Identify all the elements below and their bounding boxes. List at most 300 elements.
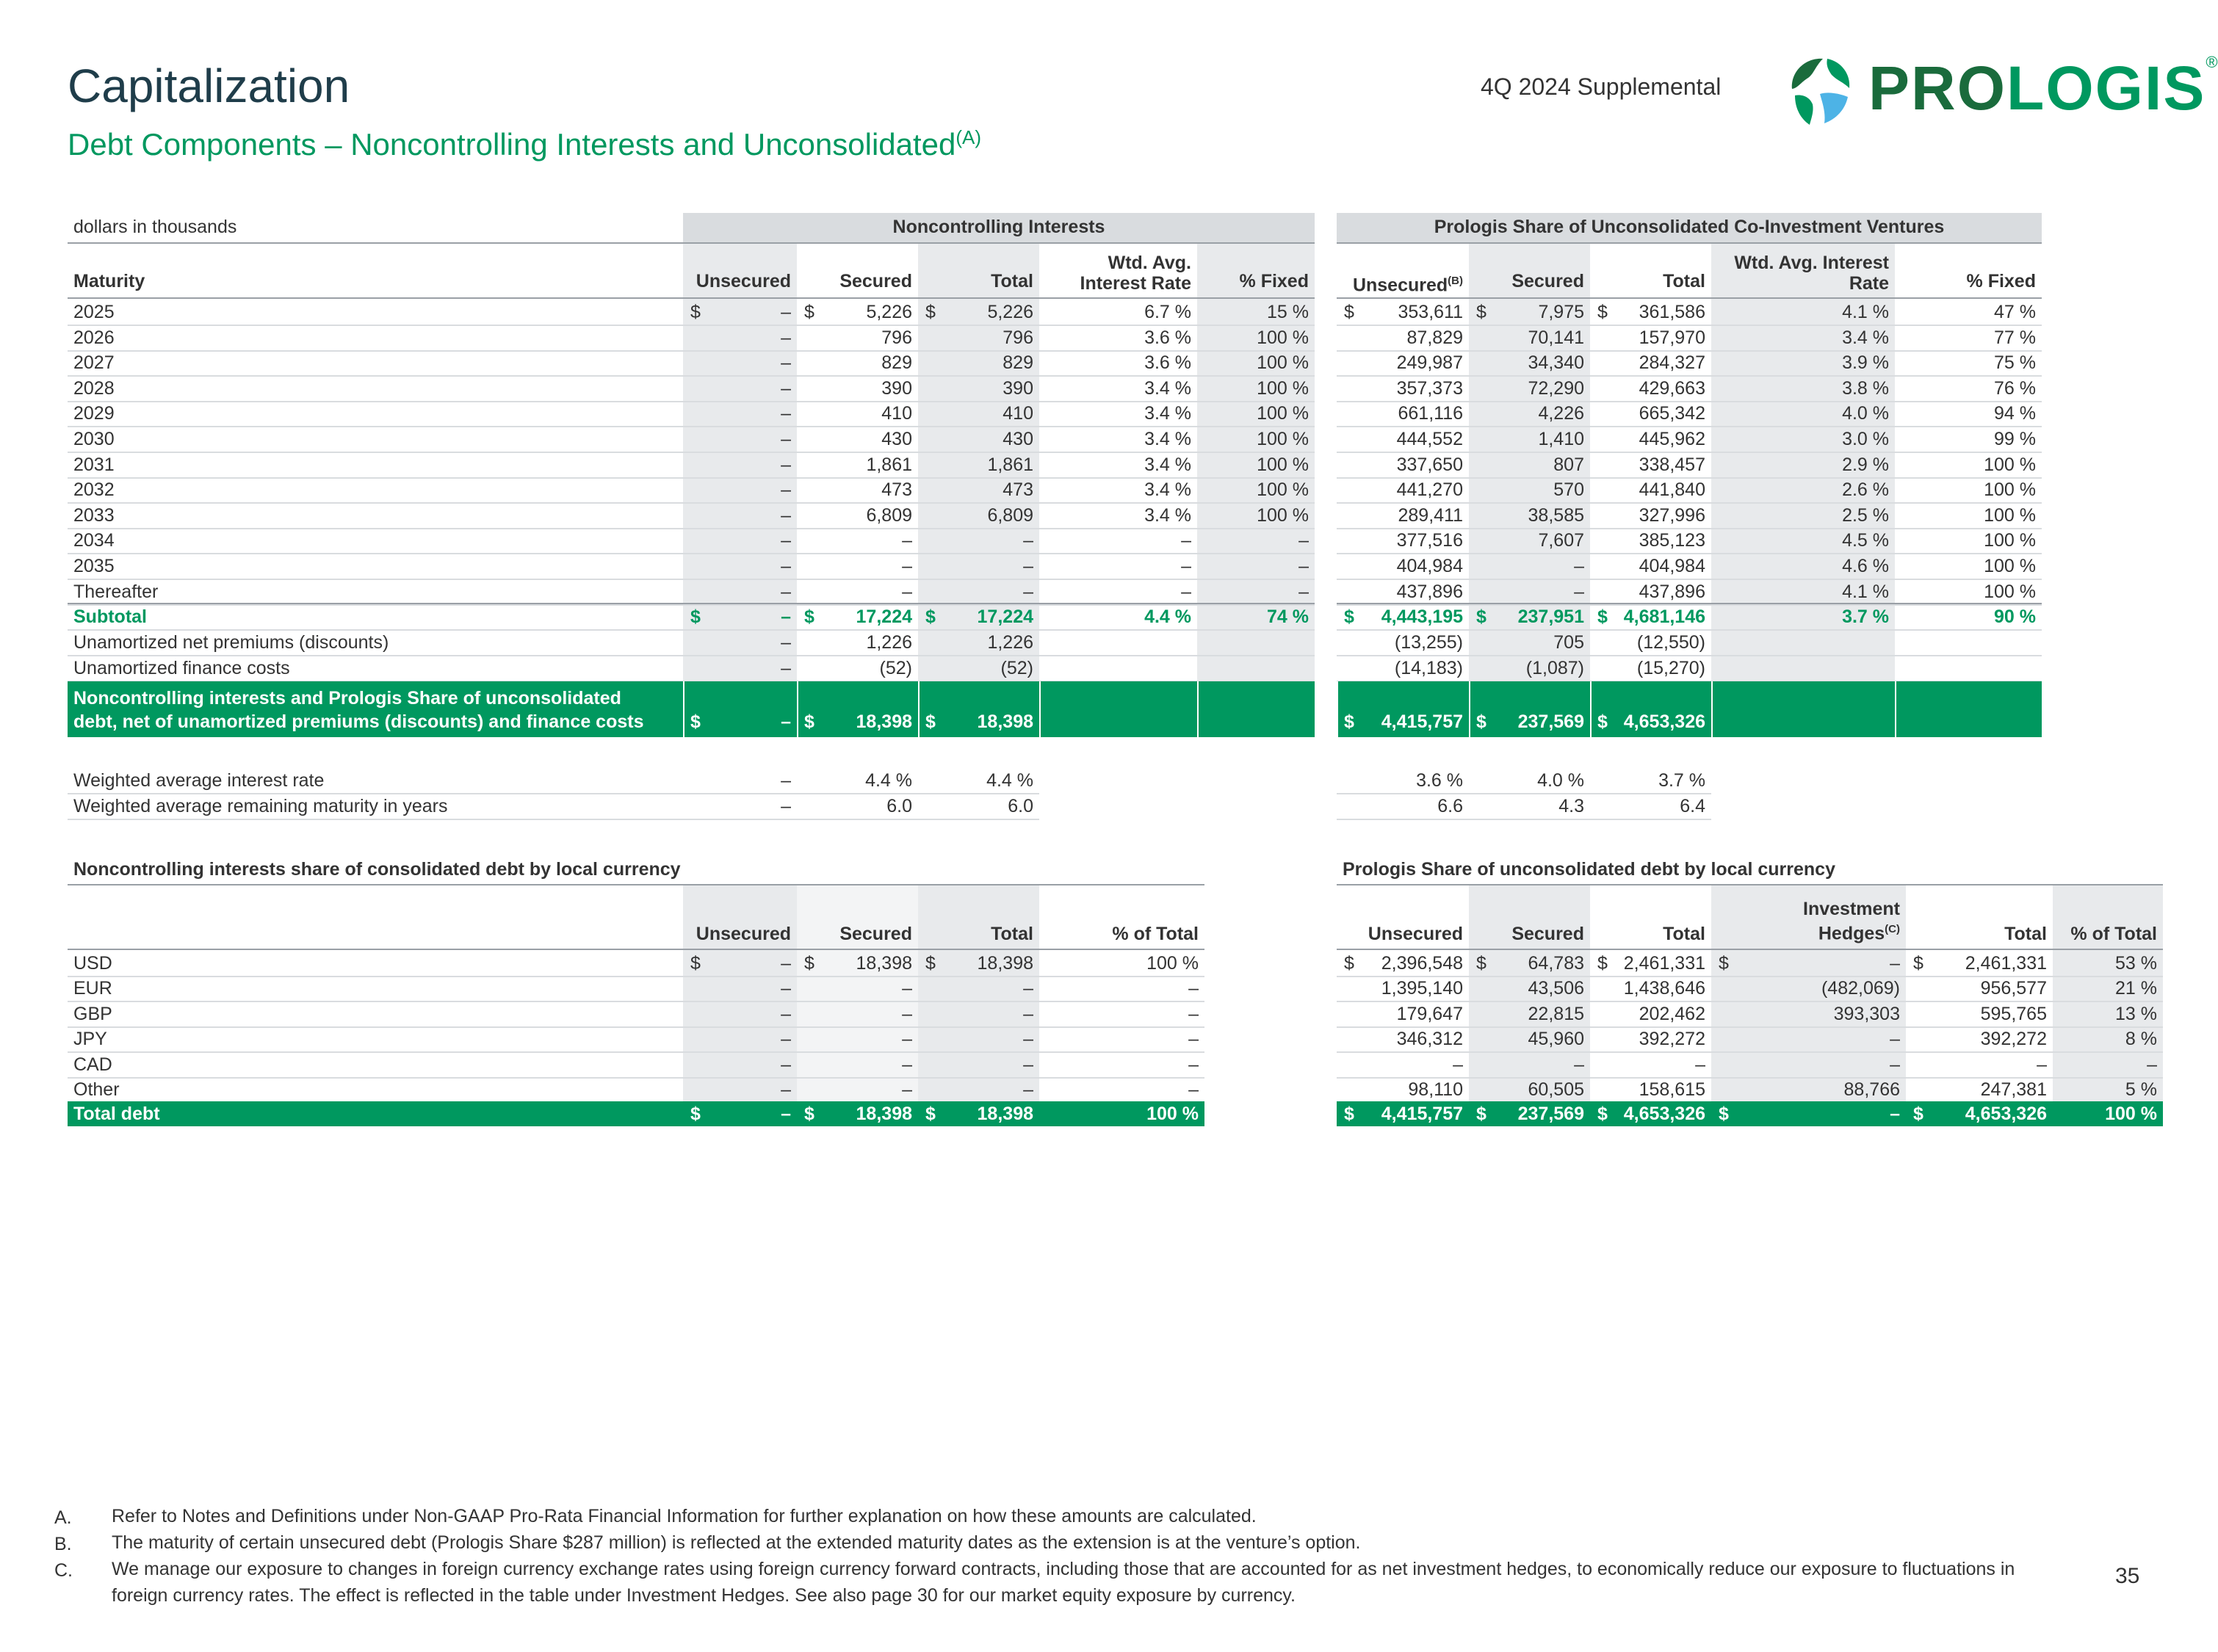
cell: 3.7 % xyxy=(1658,770,1705,791)
cell: 6,809 xyxy=(987,505,1033,526)
cell: 237,569 xyxy=(1517,1104,1584,1124)
cell: 410 xyxy=(881,403,912,424)
cell: 3.4 % xyxy=(1144,454,1191,475)
cell: 75 % xyxy=(1994,352,2036,373)
cell: 390 xyxy=(1003,378,1033,399)
col-header: Secured xyxy=(839,924,912,944)
cell: 473 xyxy=(1003,479,1033,500)
row-label: Subtotal xyxy=(73,606,147,627)
cell: 18,398 xyxy=(856,711,912,732)
row-label: 2030 xyxy=(73,429,115,449)
cell: 393,303 xyxy=(1833,1004,1900,1024)
cell: – xyxy=(1023,1029,1033,1049)
dollar-sign: $ xyxy=(804,711,814,732)
col-header: % Fixed xyxy=(1239,271,1309,291)
cell: 284,327 xyxy=(1639,352,1705,373)
cell: – xyxy=(781,302,791,322)
cell: 72,290 xyxy=(1528,378,1584,399)
currency-label: USD xyxy=(73,953,112,974)
cell: 661,116 xyxy=(1398,403,1463,424)
row-label: 2031 xyxy=(73,454,115,475)
cell: 45,960 xyxy=(1528,1029,1584,1049)
cell: 5 % xyxy=(2125,1079,2157,1100)
header-underline xyxy=(1337,297,2042,299)
header-underline xyxy=(68,297,1315,299)
row-label: Unamortized finance costs xyxy=(73,658,290,678)
cell: 247,381 xyxy=(1980,1079,2047,1100)
cell: – xyxy=(2037,1054,2047,1075)
cell: 665,342 xyxy=(1639,403,1705,424)
total-divider xyxy=(1711,681,1713,737)
cell: – xyxy=(781,606,791,627)
maturity-header: Maturity xyxy=(73,271,145,291)
cell: 3.4 % xyxy=(1144,479,1191,500)
col-header: Investment xyxy=(1803,899,1900,919)
dollar-sign: $ xyxy=(1476,1104,1487,1124)
cell: 3.6 % xyxy=(1144,327,1191,348)
cell: 437,896 xyxy=(1639,582,1705,602)
currency-label: JPY xyxy=(73,1029,107,1049)
row-label: 2034 xyxy=(73,530,115,551)
cell: – xyxy=(902,1079,912,1100)
cell: 2,396,548 xyxy=(1381,953,1463,974)
cell: – xyxy=(902,978,912,999)
cell: 4.5 % xyxy=(1842,530,1889,551)
cell: 4.6 % xyxy=(1842,556,1889,576)
footnote-text: We manage our exposure to changes in foreign currency exchange rates using foreign currency forward contracts, including those that are accounted for as net investment hedges, to economically reduce our exposure to fluctuations in foreign currency rates. The effect is reflected in the table under Investment Hedges. See also page 30 for our market equity exposure by currency. xyxy=(112,1559,2015,1606)
cell: 5,226 xyxy=(866,302,912,322)
total-divider xyxy=(1895,681,1896,737)
cell: 100 % xyxy=(1257,505,1309,526)
section-title: Noncontrolling interests share of consolidated debt by local currency xyxy=(73,859,681,880)
cell: 4.1 % xyxy=(1842,582,1889,602)
cell: 6.6 xyxy=(1437,796,1463,816)
cell: 1,861 xyxy=(987,454,1033,475)
dollar-sign: $ xyxy=(1344,302,1354,322)
cell: 796 xyxy=(1003,327,1033,348)
cell: 3.9 % xyxy=(1842,352,1889,373)
cell: – xyxy=(902,530,912,551)
cell: 1,226 xyxy=(866,632,912,653)
globe-icon xyxy=(1777,48,1858,129)
cell: 327,996 xyxy=(1639,505,1705,526)
cell: – xyxy=(781,327,791,348)
cell: 404,984 xyxy=(1639,556,1705,576)
col-header: Total xyxy=(2004,924,2047,944)
cell: – xyxy=(1023,556,1033,576)
cell: – xyxy=(1023,530,1033,551)
cell: 88,766 xyxy=(1843,1079,1900,1100)
cell: – xyxy=(1188,1004,1199,1024)
dollar-sign: $ xyxy=(690,953,701,974)
cell: – xyxy=(1574,556,1584,576)
cell: 100 % xyxy=(2105,1104,2157,1124)
cell: 3.4 % xyxy=(1144,378,1191,399)
col-header: Total xyxy=(991,271,1033,291)
cell: – xyxy=(781,978,791,999)
cell: 4,653,326 xyxy=(1623,711,1705,732)
cell: 4,653,326 xyxy=(1623,1104,1705,1124)
cell: – xyxy=(781,530,791,551)
cell: 100 % xyxy=(1984,582,2036,602)
cell: – xyxy=(902,1004,912,1024)
col-header: Rate xyxy=(1849,273,1889,294)
cell: 53 % xyxy=(2115,953,2157,974)
cell: 4,415,757 xyxy=(1381,1104,1463,1124)
cell: 377,516 xyxy=(1396,530,1463,551)
dollar-sign: $ xyxy=(1344,1104,1354,1124)
cell: 60,505 xyxy=(1528,1079,1584,1100)
col-header xyxy=(1337,269,1469,294)
cell: 7,975 xyxy=(1538,302,1584,322)
footnote-letter: C. xyxy=(54,1560,73,1581)
total-label: Total debt xyxy=(73,1104,160,1124)
cell: 6,809 xyxy=(866,505,912,526)
subtitle-note: (A) xyxy=(956,126,982,148)
cell: – xyxy=(781,454,791,475)
col-header-note: (C) xyxy=(1885,923,1900,935)
cell: 249,987 xyxy=(1396,352,1463,373)
page-title: Capitalization xyxy=(68,59,350,112)
cell: 473 xyxy=(881,479,912,500)
row-label: 2035 xyxy=(73,556,115,576)
row-label: 2027 xyxy=(73,352,115,373)
cell: 17,224 xyxy=(977,606,1033,627)
cell: – xyxy=(781,1004,791,1024)
cell: 157,970 xyxy=(1639,327,1705,348)
cell: 1,226 xyxy=(987,632,1033,653)
cell: 3.6 % xyxy=(1144,352,1191,373)
cell: – xyxy=(902,556,912,576)
cell: 337,650 xyxy=(1396,454,1463,475)
dollar-sign: $ xyxy=(1597,1104,1608,1124)
cell: – xyxy=(1298,530,1309,551)
dollar-sign: $ xyxy=(804,1104,814,1124)
currency-label: GBP xyxy=(73,1004,112,1024)
cell: – xyxy=(1023,1079,1033,1100)
cell: – xyxy=(781,556,791,576)
cell: – xyxy=(1890,1104,1900,1124)
cell: 100 % xyxy=(1257,327,1309,348)
cell: 4,653,326 xyxy=(1965,1104,2047,1124)
col-header: Unsecured xyxy=(696,924,791,944)
row-label: 2026 xyxy=(73,327,115,348)
dollar-sign: $ xyxy=(1597,606,1608,627)
cell: 353,611 xyxy=(1398,302,1463,322)
cell: – xyxy=(781,632,791,653)
cell: 3.0 % xyxy=(1842,429,1889,449)
nci-group-title: Noncontrolling Interests xyxy=(892,217,1105,237)
cell: 4,681,146 xyxy=(1623,606,1705,627)
cell: – xyxy=(1298,556,1309,576)
cell: 18,398 xyxy=(977,711,1033,732)
cell: 2.9 % xyxy=(1842,454,1889,475)
cell: – xyxy=(1574,1054,1584,1075)
cell: 3.4 % xyxy=(1842,327,1889,348)
supplemental-label: 4Q 2024 Supplemental xyxy=(1481,73,1722,100)
row-label: 2029 xyxy=(73,403,115,424)
cell: 4,415,757 xyxy=(1381,711,1463,732)
row-label: 2028 xyxy=(73,378,115,399)
cell: 3.6 % xyxy=(1416,770,1463,791)
dollar-sign: $ xyxy=(925,1104,936,1124)
col-header xyxy=(1711,920,1900,943)
row-label: Weighted average interest rate xyxy=(73,770,325,791)
cell: 74 % xyxy=(1267,606,1309,627)
cell: 100 % xyxy=(1257,479,1309,500)
cell: 385,123 xyxy=(1639,530,1705,551)
cell: 346,312 xyxy=(1396,1029,1463,1049)
dollar-sign: $ xyxy=(925,302,936,322)
col-header: Secured xyxy=(1511,924,1584,944)
cell: 441,840 xyxy=(1639,479,1705,500)
cell: 21 % xyxy=(2115,978,2157,999)
cell: – xyxy=(1453,1054,1463,1075)
dollar-sign: $ xyxy=(1719,1104,1729,1124)
cell: – xyxy=(781,378,791,399)
cell: 100 % xyxy=(1984,556,2036,576)
cell: 100 % xyxy=(1257,429,1309,449)
cell: 829 xyxy=(881,352,912,373)
cell: – xyxy=(1890,1054,1900,1075)
units-label: dollars in thousands xyxy=(73,217,237,237)
cell: 100 % xyxy=(1257,454,1309,475)
col-header: Secured xyxy=(839,271,912,291)
cell: 1,410 xyxy=(1538,429,1584,449)
col-header-note: (B) xyxy=(1448,275,1463,287)
row-label: Unamortized net premiums (discounts) xyxy=(73,632,389,653)
header-rule xyxy=(1337,242,2042,244)
row-label: 2033 xyxy=(73,505,115,526)
cell: – xyxy=(1181,582,1191,602)
cell: 3.8 % xyxy=(1842,378,1889,399)
cell: – xyxy=(781,1054,791,1075)
cell: – xyxy=(781,953,791,974)
cell: 5,226 xyxy=(987,302,1033,322)
cell: 18,398 xyxy=(977,1104,1033,1124)
cell: 4.0 % xyxy=(1842,403,1889,424)
cell: 64,783 xyxy=(1528,953,1584,974)
cell: – xyxy=(1188,1079,1199,1100)
cell: – xyxy=(781,582,791,602)
cell: 6.0 xyxy=(1008,796,1033,816)
cell: 6.0 xyxy=(886,796,912,816)
cell: 38,585 xyxy=(1528,505,1584,526)
cell: – xyxy=(781,352,791,373)
cell: 100 % xyxy=(1984,479,2036,500)
cell: 1,395,140 xyxy=(1381,978,1463,999)
cell: 179,647 xyxy=(1396,1004,1463,1024)
cell: (1,087) xyxy=(1525,658,1584,678)
col-header: Interest Rate xyxy=(1080,273,1191,294)
cell: 392,272 xyxy=(1980,1029,2047,1049)
cell: (482,069) xyxy=(1821,978,1900,999)
cell: 338,457 xyxy=(1639,454,1705,475)
cell: 437,896 xyxy=(1396,582,1463,602)
section-title: Prologis Share of unconsolidated debt by local currency xyxy=(1343,859,1835,880)
cell: 8 % xyxy=(2125,1029,2157,1049)
currency-label: CAD xyxy=(73,1054,112,1075)
cell: 158,615 xyxy=(1639,1079,1705,1100)
cell: 289,411 xyxy=(1398,505,1463,526)
row-label: 2025 xyxy=(73,302,115,322)
col-header: Wtd. Avg. xyxy=(1108,253,1191,273)
cell: 390 xyxy=(881,378,912,399)
cell: 4.1 % xyxy=(1842,302,1889,322)
dollar-sign: $ xyxy=(1719,953,1729,974)
cell: – xyxy=(902,1054,912,1075)
cell: – xyxy=(1890,1029,1900,1049)
cell: 361,586 xyxy=(1639,302,1705,322)
total-divider xyxy=(1197,681,1199,737)
cell: – xyxy=(1890,953,1900,974)
cell: 4,443,195 xyxy=(1381,606,1463,627)
cell: 410 xyxy=(1003,403,1033,424)
col-header: Unsecured xyxy=(696,271,791,291)
cell: 18,398 xyxy=(856,1104,912,1124)
cell: 237,951 xyxy=(1517,606,1584,627)
page-number: 35 xyxy=(2115,1564,2140,1588)
dollar-sign: $ xyxy=(690,606,701,627)
cell: – xyxy=(781,658,791,678)
col-header: Unsecured xyxy=(1368,924,1463,944)
cell: – xyxy=(781,1029,791,1049)
cell: 100 % xyxy=(1984,505,2036,526)
cell: – xyxy=(781,711,791,732)
cell: 100 % xyxy=(1257,378,1309,399)
cell: 429,663 xyxy=(1639,378,1705,399)
cell: 100 % xyxy=(1984,454,2036,475)
cell: 445,962 xyxy=(1639,429,1705,449)
cell: – xyxy=(1181,530,1191,551)
cell: – xyxy=(781,429,791,449)
dollar-sign: $ xyxy=(1476,606,1487,627)
cell: 43,506 xyxy=(1528,978,1584,999)
cell: 796 xyxy=(881,327,912,348)
cell: 444,552 xyxy=(1396,429,1463,449)
dollar-sign: $ xyxy=(690,711,701,732)
cell: 22,815 xyxy=(1528,1004,1584,1024)
cell: 18,398 xyxy=(977,953,1033,974)
cell: 2.6 % xyxy=(1842,479,1889,500)
cell: 404,984 xyxy=(1396,556,1463,576)
cell: 70,141 xyxy=(1528,327,1584,348)
col-header: % Fixed xyxy=(1966,271,2036,291)
dollar-sign: $ xyxy=(1476,302,1487,322)
cell: – xyxy=(781,505,791,526)
cell: 807 xyxy=(1553,454,1584,475)
footnote-letter: A. xyxy=(54,1507,72,1528)
dollar-sign: $ xyxy=(1597,711,1608,732)
cell: – xyxy=(1023,1004,1033,1024)
footnote-text: Refer to Notes and Definitions under Non-GAAP Pro-Rata Financial Information for further explanation on how these amounts are calculated. xyxy=(112,1506,1257,1526)
cell: 4.0 % xyxy=(1537,770,1584,791)
row-label: Weighted average remaining maturity in years xyxy=(73,796,448,816)
col-header-text: Unsecured xyxy=(1352,275,1448,296)
cell: – xyxy=(1188,1054,1199,1075)
cell: 237,569 xyxy=(1517,711,1584,732)
cell: 4.4 % xyxy=(986,770,1033,791)
dollar-sign: $ xyxy=(690,302,701,322)
cell: 4.4 % xyxy=(865,770,912,791)
total-label: debt, net of unamortized premiums (discounts) and finance costs xyxy=(73,711,644,732)
dollar-sign: $ xyxy=(1913,953,1923,974)
cell: 4,226 xyxy=(1538,403,1584,424)
cell: 1,861 xyxy=(866,454,912,475)
col-header: Total xyxy=(991,924,1033,944)
cell: 3.4 % xyxy=(1144,429,1191,449)
cell: 100 % xyxy=(1257,352,1309,373)
cell: 7,607 xyxy=(1538,530,1584,551)
row-rule xyxy=(68,819,1039,820)
cell: 570 xyxy=(1553,479,1584,500)
cell: 100 % xyxy=(1984,530,2036,551)
dollar-sign: $ xyxy=(925,711,936,732)
cell: 4.4 % xyxy=(1144,606,1191,627)
dollar-sign: $ xyxy=(804,606,814,627)
cell: – xyxy=(781,479,791,500)
cell: 829 xyxy=(1003,352,1033,373)
cell: – xyxy=(2147,1054,2157,1075)
total-label: Noncontrolling interests and Prologis Share of unconsolidated xyxy=(73,688,621,709)
cell: 430 xyxy=(881,429,912,449)
page-subtitle xyxy=(68,126,981,162)
cell: 956,577 xyxy=(1980,978,2047,999)
cell: 2,461,331 xyxy=(1965,953,2047,974)
cell: – xyxy=(902,582,912,602)
cell: 90 % xyxy=(1994,606,2036,627)
cell: 4.3 xyxy=(1558,796,1584,816)
cell: – xyxy=(1574,582,1584,602)
cell: – xyxy=(781,796,791,816)
dollar-sign: $ xyxy=(1476,711,1487,732)
cell: 3.4 % xyxy=(1144,403,1191,424)
dollar-sign: $ xyxy=(690,1104,701,1124)
cell: 47 % xyxy=(1994,302,2036,322)
cell: 441,270 xyxy=(1396,479,1463,500)
header-rule xyxy=(68,242,1315,244)
dollar-sign: $ xyxy=(804,302,814,322)
cell: – xyxy=(781,770,791,791)
col-header: % of Total xyxy=(2070,924,2157,944)
footnote-text: The maturity of certain unsecured debt (Prologis Share $287 million) is reflected at the extended maturity dates as the extension is at the venture’s option. xyxy=(112,1532,1361,1553)
cell: (52) xyxy=(1000,658,1033,678)
dollar-sign: $ xyxy=(925,953,936,974)
cell: 100 % xyxy=(1146,1104,1199,1124)
subtitle-text: Debt Components – Noncontrolling Interests and Unconsolidated xyxy=(68,127,956,162)
cell: 2,461,331 xyxy=(1623,953,1705,974)
cell: 94 % xyxy=(1994,403,2036,424)
cell: 3.7 % xyxy=(1842,606,1889,627)
header-underline xyxy=(1337,949,2163,950)
dollar-sign: $ xyxy=(804,953,814,974)
dollar-sign: $ xyxy=(1344,606,1354,627)
cell: – xyxy=(1188,1029,1199,1049)
cell: 77 % xyxy=(1994,327,2036,348)
col-header-text: Hedges xyxy=(1818,923,1885,944)
cell: 18,398 xyxy=(856,953,912,974)
row-label: Thereafter xyxy=(73,582,159,602)
cell: 705 xyxy=(1553,632,1584,653)
cell: – xyxy=(1298,582,1309,602)
cell: 87,829 xyxy=(1406,327,1463,348)
pro-group-title: Prologis Share of Unconsolidated Co-Investment Ventures xyxy=(1434,217,1945,237)
cell: 1,438,646 xyxy=(1623,978,1705,999)
cell: 430 xyxy=(1003,429,1033,449)
cell: 17,224 xyxy=(856,606,912,627)
cell: – xyxy=(781,1079,791,1100)
cell: – xyxy=(1181,556,1191,576)
